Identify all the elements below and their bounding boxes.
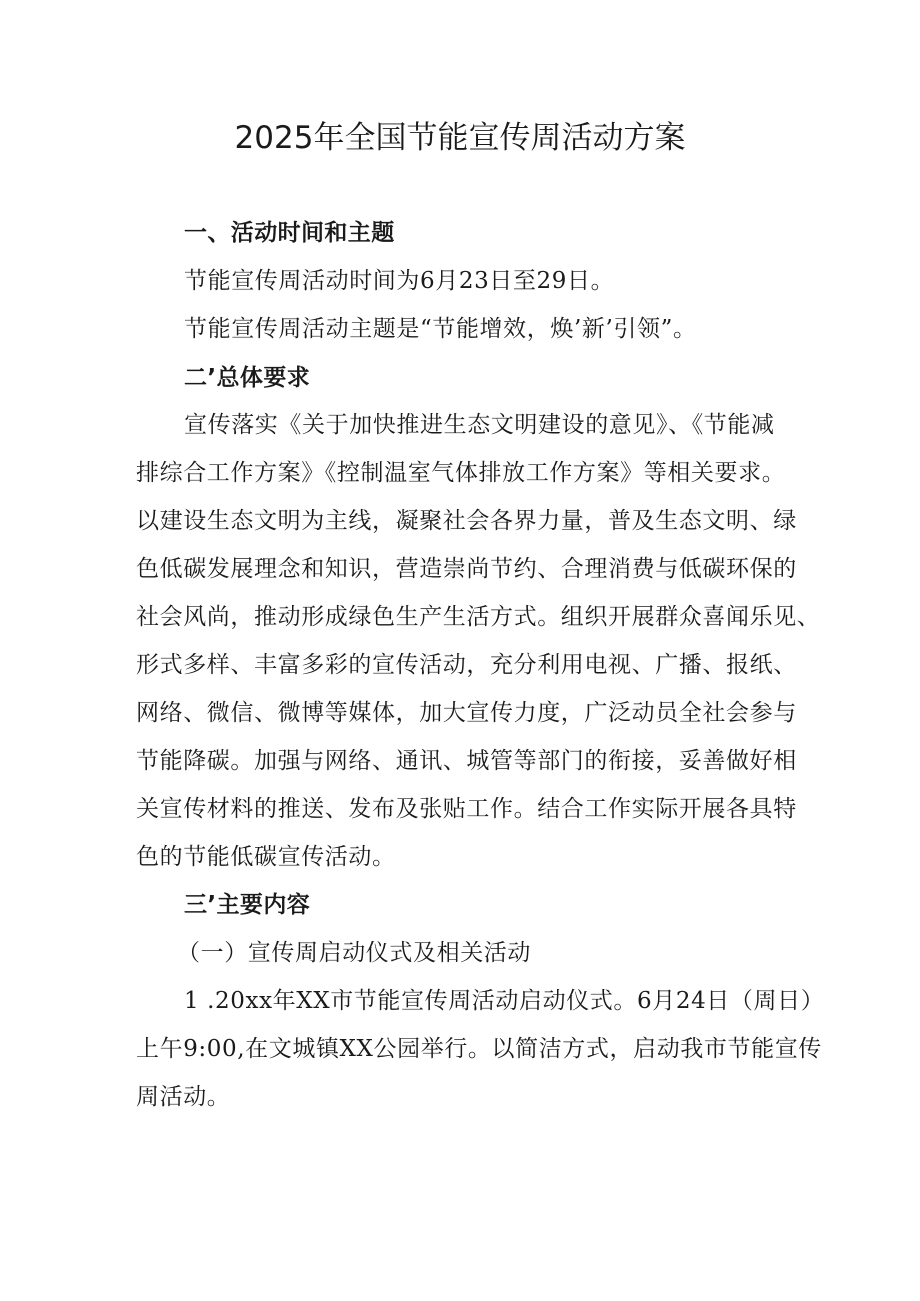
- paragraph-line: 节能宣传周活动主题是“节能增效，焕’新’引领”。: [184, 316, 697, 342]
- section-heading-1: 一、活动时间和主题: [184, 220, 395, 246]
- paragraph-line: 1 .20xx年XX市节能宣传周活动启动仪式。6月24日（周日）: [184, 988, 825, 1014]
- paragraph-line: 节能宣传周活动时间为6月23日至29日。: [184, 268, 615, 294]
- paragraph-line: 网络、微信、微博等媒体，加大宣传力度，广泛动员全社会参与: [136, 700, 797, 726]
- section-heading-3: 三’主要内容: [184, 892, 311, 918]
- paragraph-line: 宣传落实《关于加快推进生态文明建设的意见》、《节能减: [184, 412, 775, 438]
- paragraph-line: 关宣传材料的推送、发布及张贴工作。结合工作实际开展各具特: [136, 796, 797, 822]
- paragraph-line: 周活动。: [136, 1084, 231, 1110]
- paragraph-line: 形式多样、丰富多彩的宣传活动，充分利用电视、广播、报纸、: [136, 652, 797, 678]
- document-title: 2025年全国节能宣传周活动方案: [234, 120, 686, 156]
- paragraph-line: 色低碳发展理念和知识，营造崇尚节约、合理消费与低碳环保的: [136, 556, 797, 582]
- paragraph-line: 色的节能低碳宣传活动。: [136, 844, 396, 870]
- paragraph-line: 社会风尚，推动形成绿色生产生活方式。组织开展群众喜闻乐见、: [136, 604, 821, 630]
- section-heading-2: 二’总体要求: [184, 365, 311, 391]
- paragraph-line: 节能降碳。加强与网络、通讯、城管等部门的衔接，妥善做好相: [136, 748, 797, 774]
- paragraph-line: 以建设生态文明为主线，凝聚社会各界力量，普及生态文明、绿: [136, 508, 797, 534]
- subsection-heading: （一）宣传周启动仪式及相关活动: [177, 940, 531, 966]
- paragraph-line: 排综合工作方案》《控制温室气体排放工作方案》等相关要求。: [136, 460, 786, 486]
- paragraph-line: 上午9:00,在文城镇XX公园举行。以简洁方式，启动我市节能宣传: [136, 1036, 822, 1062]
